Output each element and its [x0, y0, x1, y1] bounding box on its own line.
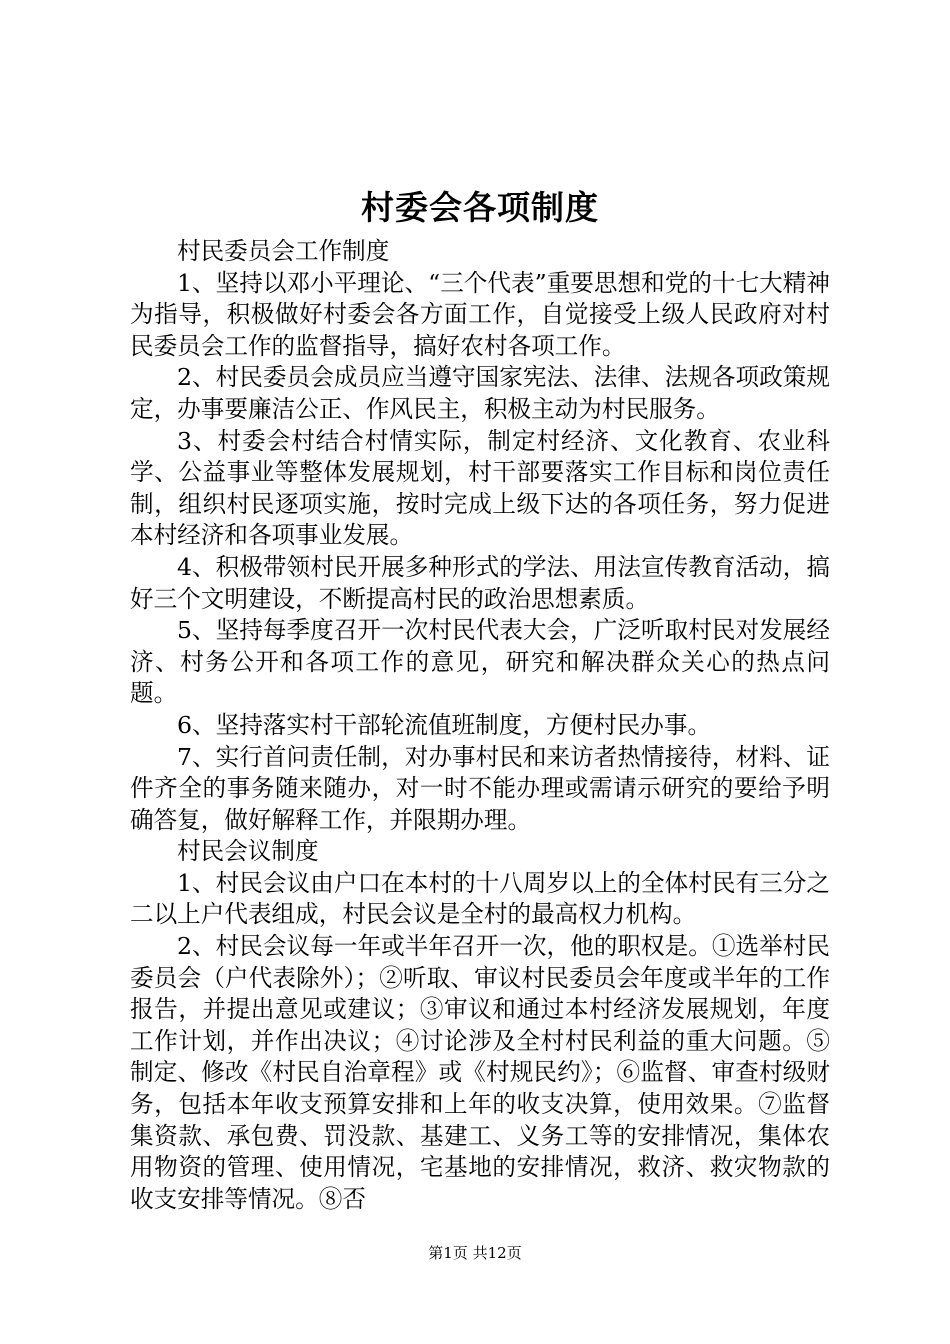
paragraph: 3、村委会村结合村情实际，制定村经济、文化教育、农业科学、公益事业等整体发展规划，村干部要落实工作目标和岗位责任制，组织村民逐项实施，按时完成上级下达的各项任务，努力促进本村经济和各项事业发展。 [130, 426, 830, 550]
paragraph: 2、村民会议每一年或半年召开一次，他的职权是。①选举村民委员会（户代表除外）；②听取、审议村民委员会年度或半年的工作报告，并提出意见或建议；③审议和通过本村经济发展规划，年度工作计划，并作出决议；④讨论涉及全村村民利益的重大问题。⑤制定、修改《村民自治章程》或《村规民约》；⑥监督、审查村级财务，包括本年收支预算安排和上年的收支决算，使用效果。⑦监督集资款、承包费、罚没款、基建工、义务工等的安排情况，集体农用物资的管理、使用情况，宅基地的安排情况，救济、救灾物款的收支安排等情况。⑧否 [130, 932, 830, 1213]
page-footer: 第1页 共12页 [428, 1244, 522, 1262]
section-heading: 村民会议制度 [177, 837, 319, 866]
paragraph: 1、村民会议由户口在本村的十八周岁以上的全体村民有三分之二以上户代表组成，村民会议是全村的最高权力机构。 [130, 868, 830, 929]
paragraph: 7、实行首问责任制，对办事村民和来访者热情接待，材料、证件齐全的事务随来随办，对一时不能办理或需请示研究的要给予明确答复，做好解释工作，并限期办理。 [130, 742, 830, 834]
paragraph: 5、坚持每季度召开一次村民代表大会，广泛听取村民对发展经济、村务公开和各项工作的意见，研究和解决群众关心的热点问题。 [130, 616, 830, 708]
document-body [130, 236, 830, 1215]
paragraph: 2、村民委员会成员应当遵守国家宪法、法律、法规各项政策规定，办事要廉洁公正、作风民主，积极主动为村民服务。 [130, 363, 830, 423]
paragraph: 1、坚持以邓小平理论、“三个代表”重要思想和党的十七大精神为指导，积极做好村委会各方面工作，自觉接受上级人民政府对村民委员会工作的监督指导，搞好农村各项工作。 [130, 268, 830, 360]
section-heading: 村民委员会工作制度 [177, 237, 390, 265]
document-title: 村委会各项制度 [361, 188, 599, 227]
paragraph: 4、积极带领村民开展多种形式的学法、用法宣传教育活动，搞好三个文明建设，不断提高村民的政治思想素质。 [130, 552, 830, 613]
paragraph: 6、坚持落实村干部轮流值班制度，方便村民办事。 [177, 710, 712, 739]
